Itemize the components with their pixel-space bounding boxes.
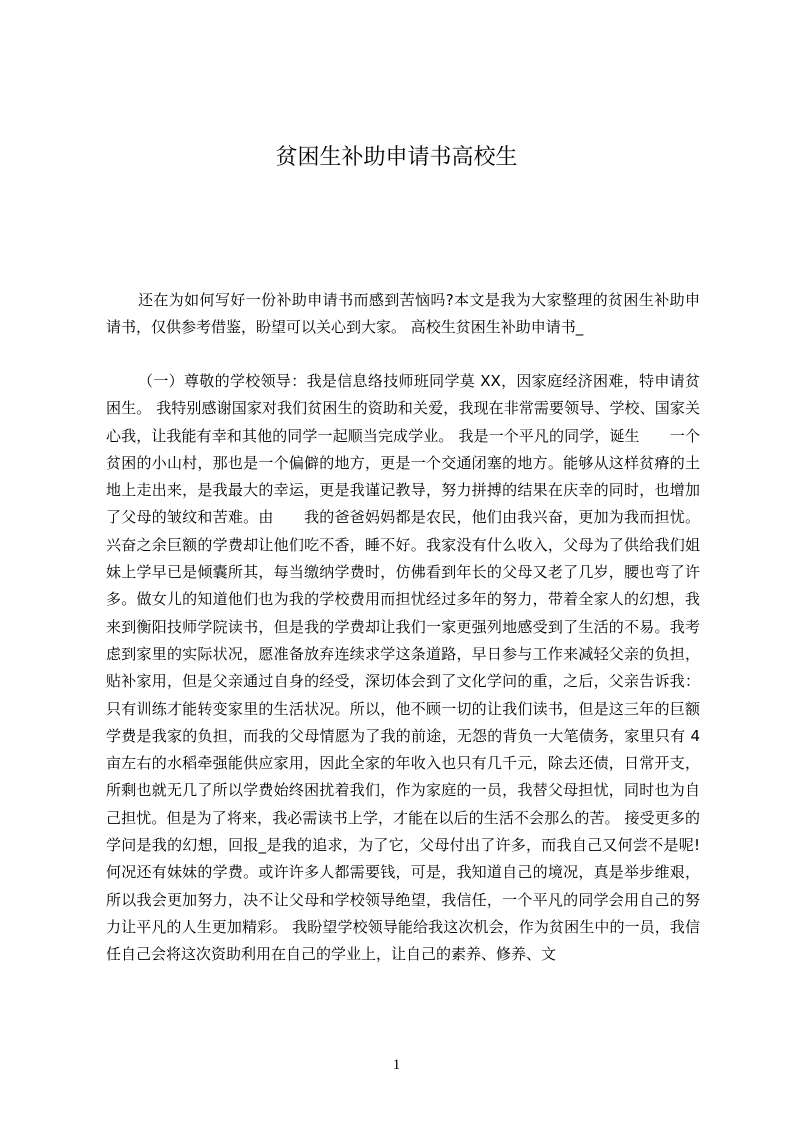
page-number: 1 (392, 1057, 401, 1073)
document-title: 贫困生补助申请书高校生 (275, 145, 518, 170)
intro-paragraph: 还在为如何写好一份补助申请书而感到苦恼吗?本文是我为大家整理的贫困生补助申请书，仅供参考借鉴，盼望可以关心到大家。 高校生贫困生补助申请书_ (106, 291, 700, 337)
body-paragraph: （一）尊敬的学校领导：我是信息络技师班同学莫 XX，因家庭经济困难，特申请贫困生。 我特别感谢国家对我们贫困生的资助和关爱，我现在非常需要领导、学校、国家关心我，让我能有幸和其他的同学一起顺当完成学业。 我是一个平凡的同学，诞生 一个贫困的小山村，那也是一个偏僻的地方，更是一个交通闭塞的地方。能够从这样贫瘠的土地上走出来，是我最大的幸运，更是我谨记教导，努力拼搏的结果在庆幸的同时，也增加了父母的皱纹和苦难。由 我的爸爸妈妈都是农民，他们由我兴奋，更加为我而担忧。兴奋之余巨额的学费却让他们吃不香，睡不好。我家没有什么收入，父母为了供给我们姐妹上学早已是倾囊所其，每当缴纳学费时，仿佛看到年长的父母又老了几岁，腰也弯了许多。做女儿的知道他们也为我的学校费用而担忧经过多年的努力，带着全家人的幻想，我来到衡阳技师学院读书，但是我的学费却让我们一家更强列地感受到了生活的不易。我考虑到家里的实际状况，愿准备放弃连续求学这条道路，早日参与工作来减轻父亲的负担，贴补家用，但是父亲通过自身的经受，深切体会到了文化学问的重，之后，父亲告诉我：只有训练才能转变家里的生活状况。所以，他不顾一切的让我们读书，但是这三年的巨额学费是我家的负担，而我的父母情愿为了我的前途，无怨的背负一大笔债务，家里只有 4 亩左右的水稻牵强能供应家用，因此全家的年收入也只有几千元，除去还债，日常开支，所剩也就无几了所以学费始终困扰着我们，作为家庭的一员，我替父母担忧，同时也为自己担忧。但是为了将来，我必需读书上学，才能在以后的生活不会那么的苦。 接受更多的学问是我的幻想，回报_是我的追求，为了它，父母付出了许多，而我自己又何尝不是呢!何况还有妹妹的学费。或许许多人都需要钱，可是，我知道自己的境况，真是举步维艰，所以我会更加努力，决不让父母和学校领导绝望，我信任，一个平凡的同学会用自己的努力让平凡的人生更加精彩。 我盼望学校领导能给我这次机会，作为贫困生中的一员，我信任自己会将这次资助利用在自己的学业上，让自己的素养、修养、文 (106, 372, 700, 964)
